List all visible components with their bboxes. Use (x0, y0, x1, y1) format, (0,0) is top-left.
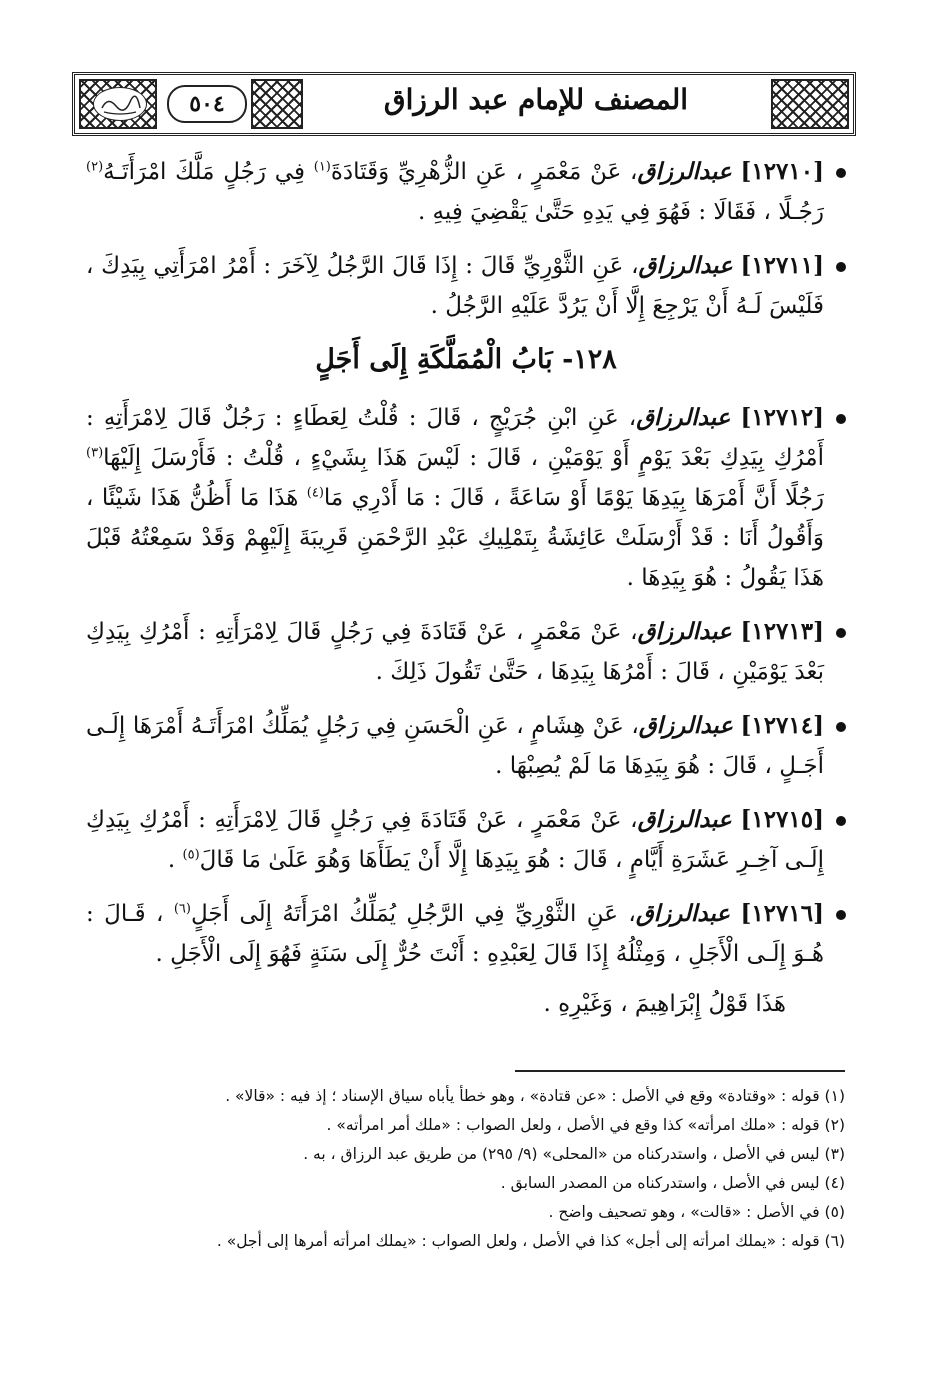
footnote-ref[interactable]: (٦) (173, 901, 191, 917)
hadith-entry (86, 398, 846, 598)
hadith-text: ، عَنْ مَعْمَرٍ ، عَنِ الزُّهْرِيِّ وَقَتَادَةَ (330, 159, 638, 185)
hadith-number: [١٢٧١٢] (740, 404, 824, 431)
footnote: (٥) في الأصل : «قالت» ، وهو تصحيف واضح . (548, 1203, 845, 1221)
main-text (86, 152, 846, 1024)
hadith-text: رَجُـلًا ، فَقَالَا : فَهُوَ فِي يَدِهِ حَتَّىٰ يَقْضِيَ فِيهِ . (417, 199, 824, 225)
hadith-entry (86, 246, 846, 326)
hadith-number: [١٢٧١٥] (740, 806, 825, 833)
hadith-entry (86, 612, 846, 692)
header-ornament-left (79, 79, 157, 129)
hadith-text: ، عَنْ مَعْمَرٍ ، عَنْ قَتَادَةَ فِي رَجُلٍ قَالَ لِامْرَأَتِهِ : أَمْرُكِ بِيَدِكِ إِلَـى آخِـرِ عَشَرَةِ أَيَّامٍ ، قَالَ : هُوَ بِيَدِهَا إِلَّا أَنْ يَطَأَهَا وَهُوَ عَلَىٰ مَا قَالَ (86, 807, 824, 873)
hadith-text: . (167, 847, 183, 873)
hadith-number: [١٢٧١٤] (740, 712, 825, 739)
header-ornament-right (771, 79, 849, 129)
author-name: عبدالرزاق (637, 158, 732, 185)
bullet-icon (836, 628, 846, 638)
footnote-divider (515, 1070, 845, 1072)
hadith-text: ، عَنِ الثَّوْرِيِّ فِي الرَّجُلِ يُمَلِّكُ امْرَأَتَهُ إِلَى أَجَلٍ (190, 901, 636, 927)
chapter-title: ١٢٨- بَابُ الْمُمَلَّكَةِ إِلَى أَجَلٍ (315, 344, 617, 375)
author-name: عبدالرزاق (638, 252, 733, 279)
page-header (72, 72, 856, 136)
bullet-icon (836, 722, 846, 732)
author-name: عبدالرزاق (636, 404, 731, 431)
page-number: ٥٠٤ (167, 85, 247, 123)
footnote: (٢) قوله : «ملك امرأته» كذا وقع في الأصل ، ولعل الصواب : «ملك أمر امرأته» . (326, 1116, 845, 1134)
hadith-text: ، عَنِ ابْنِ جُرَيْجٍ ، قَالَ : قُلْتُ لِعَطَاءٍ : رَجُلٌ قَالَ لِامْرَأَتِهِ : أَمْرُكِ بِيَدِكِ بَعْدَ يَوْمٍ أَوْ يَوْمَيْنِ ، قَالَ : لَيْسَ هَذَا بِشَيْءٍ ، قُلْتُ : فَأَرْسَلَ إِلَيْهَا (86, 405, 824, 471)
hadith-text: هَذَا مَا أَظُنُّ هَذَا شَيْئًا ، وَأَقُولُ أَنَا : قَدْ أَرْسَلَتْ عَائِشَةُ بِتَمْلِيكِ عَبْدِ الرَّحْمَنِ قَرِيبَةَ إِلَيْهِمْ وَقَدْ سَمِعْتُهُ قَبْلَ هَذَا يَقُولُ : هُوَ بِيَدِهَا . (86, 485, 824, 591)
hadith-number: [١٢٧١١] (740, 252, 824, 279)
bullet-icon (836, 910, 846, 920)
bullet-icon (836, 414, 846, 424)
author-name: عبدالرزاق (638, 712, 733, 739)
running-title: المصنف للإمام عبد الرزاق (383, 83, 689, 116)
hadith-number: [١٢٧١٦] (740, 900, 824, 927)
hadith-text: ، عَنْ هِشَامٍ ، عَنِ الْحَسَنِ فِي رَجُلٍ يُمَلِّكُ امْرَأَتَـهُ أَمْرَهَا إِلَـى أَجَـلٍ ، قَالَ : هُوَ بِيَدِهَا مَا لَمْ يُصِبْهَا . (86, 713, 824, 779)
footnote-ref[interactable]: (٤) (306, 485, 324, 501)
hadith-text: رَجُلًا أَنَّ أَمْرَهَا بِيَدِهَا يَوْمًا أَوْ سَاعَةً ، قَالَ : مَا أَدْرِي مَا (323, 485, 825, 511)
bullet-icon (836, 816, 846, 826)
hadith-entry (86, 152, 846, 232)
bullet-icon (836, 262, 846, 272)
hadith-entry (86, 800, 846, 880)
hadith-entry (86, 706, 846, 786)
footnote: (٦) قوله : «يملك امرأته إلى أجل» كذا في الأصل ، ولعل الصواب : «يملك امرأته أمرها إلى أجل» . (216, 1232, 845, 1250)
hadith-number: [١٢٧١٣] (740, 618, 825, 645)
hadith-number: [١٢٧١٠] (740, 158, 825, 185)
author-name: عبدالرزاق (635, 900, 731, 927)
hadith-text: ، عَنْ مَعْمَرٍ ، عَنْ قَتَادَةَ فِي رَجُلٍ قَالَ لِامْرَأَتِهِ : أَمْرُكِ بِيَدِكِ بَعْدَ يَوْمَيْنِ ، قَالَ : أَمْرُهَا بِيَدِهَا ، حَتَّىٰ تَقُولَ ذَلِكَ . (86, 619, 824, 685)
hadith-text: فِي رَجُلٍ مَلَّكَ امْرَأَتَـهُ (103, 159, 314, 185)
author-name: عبدالرزاق (637, 806, 732, 833)
footnote: (١) قوله : «وقتادة» وقع في الأصل : «عن قتادة» ، وهو خطأ يأباه سياق الإسناد ؛ إذ فيه : «قالا» . (225, 1087, 845, 1105)
footnote: (٤) ليس في الأصل ، واستدركناه من المصدر السابق . (500, 1174, 845, 1192)
seal-logo (93, 87, 147, 121)
footnote-ref[interactable]: (٢) (86, 159, 104, 175)
closing-line: هَذَا قَوْلُ إِبْرَاهِيمَ ، وَغَيْرِهِ . (543, 991, 786, 1017)
header-ornament-middle (251, 79, 303, 129)
footnotes (120, 1082, 845, 1256)
hadith-entry (86, 894, 846, 974)
hadith-text: ، عَنِ الثَّوْرِيِّ قَالَ : إِذَا قَالَ الرَّجُلُ لِآخَرَ : أَمْرُ امْرَأَتِي بِيَدِكَ ، فَلَيْسَ لَـهُ أَنْ يَرْجِعَ إِلَّا أَنْ يَرُدَّ عَلَيْهِ الرَّجُلُ . (86, 253, 824, 319)
footnote: (٣) ليس في الأصل ، واستدركناه من «المحلى» (٩/ ٢٩٥) من طريق عبد الرزاق ، به . (303, 1145, 845, 1163)
footnote-ref[interactable]: (٣) (86, 445, 104, 461)
bullet-icon (836, 168, 846, 178)
footnote-ref[interactable]: (٥) (182, 847, 200, 863)
author-name: عبدالرزاق (637, 618, 732, 645)
hadith-text: ، قَـالَ : هُـوَ إِلَـى الْأَجَلِ ، وَمِثْلُهُ إِذَا قَالَ لِعَبْدِهِ : أَنْتَ حُرٌّ إِلَى سَنَةٍ فَهُوَ إِلَى الْأَجَلِ . (86, 901, 824, 967)
footnote-ref[interactable]: (١) (313, 159, 331, 175)
